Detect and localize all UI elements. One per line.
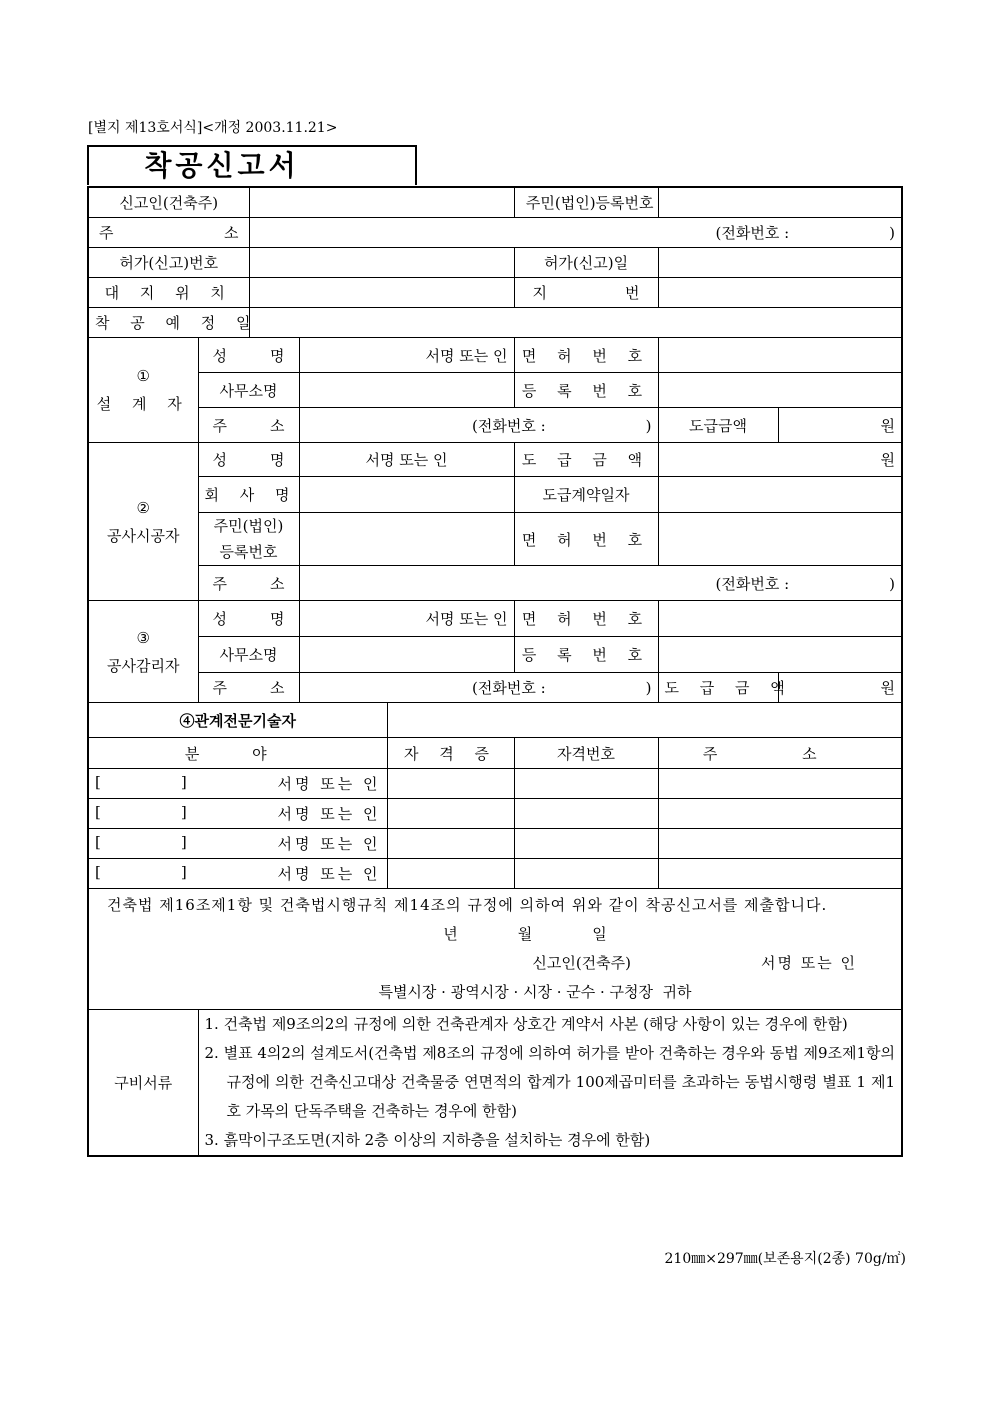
builder-row-2 xyxy=(88,477,902,513)
designer-name-label: 성 명 xyxy=(198,338,299,373)
supervisor-reg-field[interactable] xyxy=(658,637,902,673)
supervisor-section-label: ③ 공사감리자 xyxy=(88,601,198,703)
start-date-label: 착 공 예 정 일 xyxy=(88,308,249,338)
designer-license-label: 면 허 번 호 xyxy=(514,338,658,373)
form-title: 착공신고서 xyxy=(144,149,300,182)
builder-contract-won[interactable]: 원 xyxy=(658,443,902,477)
supervisor-license-label: 면 허 번 호 xyxy=(514,601,658,637)
expert-cert-field[interactable] xyxy=(387,859,514,889)
expert-row xyxy=(88,859,902,889)
expert-field-cell[interactable]: [ ] 서명 또는 인 xyxy=(88,829,387,859)
applicant-name-field[interactable] xyxy=(249,187,514,218)
builder-reg-field[interactable] xyxy=(299,513,514,566)
lot-label: 지 번 xyxy=(514,278,658,308)
supervisor-row-1 xyxy=(88,601,902,637)
builder-contract-date-label: 도급계약일자 xyxy=(514,477,658,513)
expert-address-field[interactable] xyxy=(658,859,902,889)
designer-row-3 xyxy=(88,408,902,443)
lot-field[interactable] xyxy=(658,278,902,308)
builder-license-field[interactable] xyxy=(658,513,902,566)
experts-col-cert: 자 격 증 xyxy=(387,738,514,769)
applicant-reg-field[interactable] xyxy=(658,187,902,218)
permit-no-label: 허가(신고)번호 xyxy=(88,248,249,278)
supervisor-sign[interactable]: 서명 또는 인 xyxy=(299,601,514,637)
expert-cert-no-field[interactable] xyxy=(514,799,658,829)
designer-reg-label: 등 록 번 호 xyxy=(514,373,658,408)
expert-row xyxy=(88,829,902,859)
designer-address-label: 주 소 xyxy=(198,408,299,443)
expert-row xyxy=(88,799,902,829)
builder-contract-date-field[interactable] xyxy=(658,477,902,513)
expert-address-field[interactable] xyxy=(658,769,902,799)
supervisor-address-label: 주 소 xyxy=(198,673,299,703)
permit-date-label: 허가(신고)일 xyxy=(514,248,658,278)
supervisor-license-field[interactable] xyxy=(658,601,902,637)
phone-label: (전화번호 : xyxy=(715,224,790,242)
designer-row-1 xyxy=(88,338,902,373)
experts-title: ④관계전문기술자 xyxy=(88,703,387,738)
applicant-address-field[interactable] xyxy=(249,218,902,248)
designer-reg-field[interactable] xyxy=(658,373,902,408)
supervisor-contract-label: 도 급 금 액 xyxy=(658,673,778,703)
builder-section-label: ② 공사시공자 xyxy=(88,443,198,601)
permit-row xyxy=(88,248,902,278)
paper-spec: 210㎜×297㎜(보존용지(2종) 70g/㎡) xyxy=(664,1251,906,1267)
builder-license-label: 면 허 번 호 xyxy=(514,513,658,566)
designer-section-label: ① 설 계 자 xyxy=(88,338,198,443)
permit-no-field[interactable] xyxy=(249,248,514,278)
application-form xyxy=(87,186,903,1157)
documents-label: 구비서류 xyxy=(88,1010,198,1157)
expert-cert-no-field[interactable] xyxy=(514,829,658,859)
document-item: 1. 건축법 제9조의2의 규정에 의한 건축관계자 상호간 계약서 사본 (해당 사항이 있는 경우에 한함) xyxy=(204,1015,848,1033)
document-item: 3. 흙막이구조도면(지하 2층 이상의 지하층을 설치하는 경우에 한함) xyxy=(204,1131,651,1149)
phone-close: ) xyxy=(889,224,896,242)
designer-contract-won[interactable]: 원 xyxy=(778,408,902,443)
start-date-row xyxy=(88,308,902,338)
declaration-row xyxy=(88,889,902,1010)
document-item: 2. 별표 4의2의 설계도서(건축법 제8조의 규정에 의하여 허가를 받아 건축하는 경우와 동법 제9조제1항의 규정에 의한 건축신고대상 건축물중 연면적의 합계가 100제곱미터를 초과하는 동법시행령 별표 1 제1호 가목의 단독주택을 건축하는 경우에 한함) xyxy=(204,1044,896,1120)
builder-row-3 xyxy=(88,513,902,566)
expert-row xyxy=(88,769,902,799)
experts-col-field: 분 야 xyxy=(88,738,387,769)
builder-contract-label: 도 급 금 액 xyxy=(514,443,658,477)
site-label: 대 지 위 치 xyxy=(88,278,249,308)
supervisor-reg-label: 등 록 번 호 xyxy=(514,637,658,673)
builder-sign[interactable]: 서명 또는 인 xyxy=(299,443,514,477)
documents-list xyxy=(198,1010,902,1157)
supervisor-row-2 xyxy=(88,637,902,673)
expert-cert-no-field[interactable] xyxy=(514,859,658,889)
builder-address-label: 주 소 xyxy=(198,566,299,601)
experts-title-row xyxy=(88,703,902,738)
designer-contract-label: 도급금액 xyxy=(658,408,778,443)
expert-field-cell[interactable]: [ ] 서명 또는 인 xyxy=(88,859,387,889)
declaration-date[interactable]: 년 월 일 xyxy=(443,925,607,943)
expert-cert-field[interactable] xyxy=(387,829,514,859)
builder-reg-label: 주민(법인) 등록번호 xyxy=(198,513,299,566)
supervisor-office-label: 사무소명 xyxy=(198,637,299,673)
designer-sign[interactable]: 서명 또는 인 xyxy=(299,338,514,373)
builder-company-field[interactable] xyxy=(299,477,514,513)
designer-row-2 xyxy=(88,373,902,408)
supervisor-office-field[interactable] xyxy=(299,637,514,673)
designer-office-field[interactable] xyxy=(299,373,514,408)
designer-license-field[interactable] xyxy=(658,338,902,373)
start-date-field[interactable] xyxy=(249,308,902,338)
declaration-signature[interactable]: 신고인(건축주) 서명 또는 인 xyxy=(532,954,858,972)
experts-header-row xyxy=(88,738,902,769)
supervisor-name-label: 성 명 xyxy=(198,601,299,637)
applicant-address-row xyxy=(88,218,902,248)
applicant-address-label: 주 소 xyxy=(88,218,249,248)
builder-address-field[interactable]: (전화번호 : ) xyxy=(299,566,902,601)
expert-address-field[interactable] xyxy=(658,799,902,829)
builder-company-label: 회 사 명 xyxy=(198,477,299,513)
declaration-cell xyxy=(88,889,902,1010)
designer-office-label: 사무소명 xyxy=(198,373,299,408)
applicant-name-label: 신고인(건축주) xyxy=(88,187,249,218)
expert-cert-field[interactable] xyxy=(387,769,514,799)
builder-name-label: 성 명 xyxy=(198,443,299,477)
permit-date-field[interactable] xyxy=(658,248,902,278)
title-box xyxy=(87,145,417,185)
declaration-addressee: 특별시장 · 광역시장 · 시장 · 군수 · 구청장 귀하 xyxy=(378,983,692,1001)
expert-cert-no-field[interactable] xyxy=(514,769,658,799)
expert-field-cell[interactable]: [ ] 서명 또는 인 xyxy=(88,769,387,799)
documents-row xyxy=(88,1010,902,1157)
experts-col-address: 주 소 xyxy=(658,738,902,769)
form-reference: [별지 제13호서식]<개정 2003.11.21> xyxy=(88,120,338,136)
expert-address-field[interactable] xyxy=(658,829,902,859)
applicant-reg-label: 주민(법인)등록번호 xyxy=(514,187,658,218)
supervisor-address-field[interactable]: (전화번호 : ) xyxy=(299,673,658,703)
builder-row-1 xyxy=(88,443,902,477)
supervisor-row-3 xyxy=(88,673,902,703)
site-row xyxy=(88,278,902,308)
experts-col-cert-no: 자격번호 xyxy=(514,738,658,769)
designer-address-field[interactable]: (전화번호 : ) xyxy=(299,408,658,443)
site-field[interactable] xyxy=(249,278,514,308)
expert-field-cell[interactable]: [ ] 서명 또는 인 xyxy=(88,799,387,829)
experts-title-field[interactable] xyxy=(387,703,902,738)
expert-cert-field[interactable] xyxy=(387,799,514,829)
builder-row-4 xyxy=(88,566,902,601)
declaration-text: 건축법 제16조제1항 및 건축법시행규칙 제14조의 규정에 의하여 위와 같이 착공신고서를 제출합니다. xyxy=(107,896,828,914)
supervisor-contract-won[interactable]: 원 xyxy=(778,673,902,703)
applicant-row xyxy=(88,187,902,218)
